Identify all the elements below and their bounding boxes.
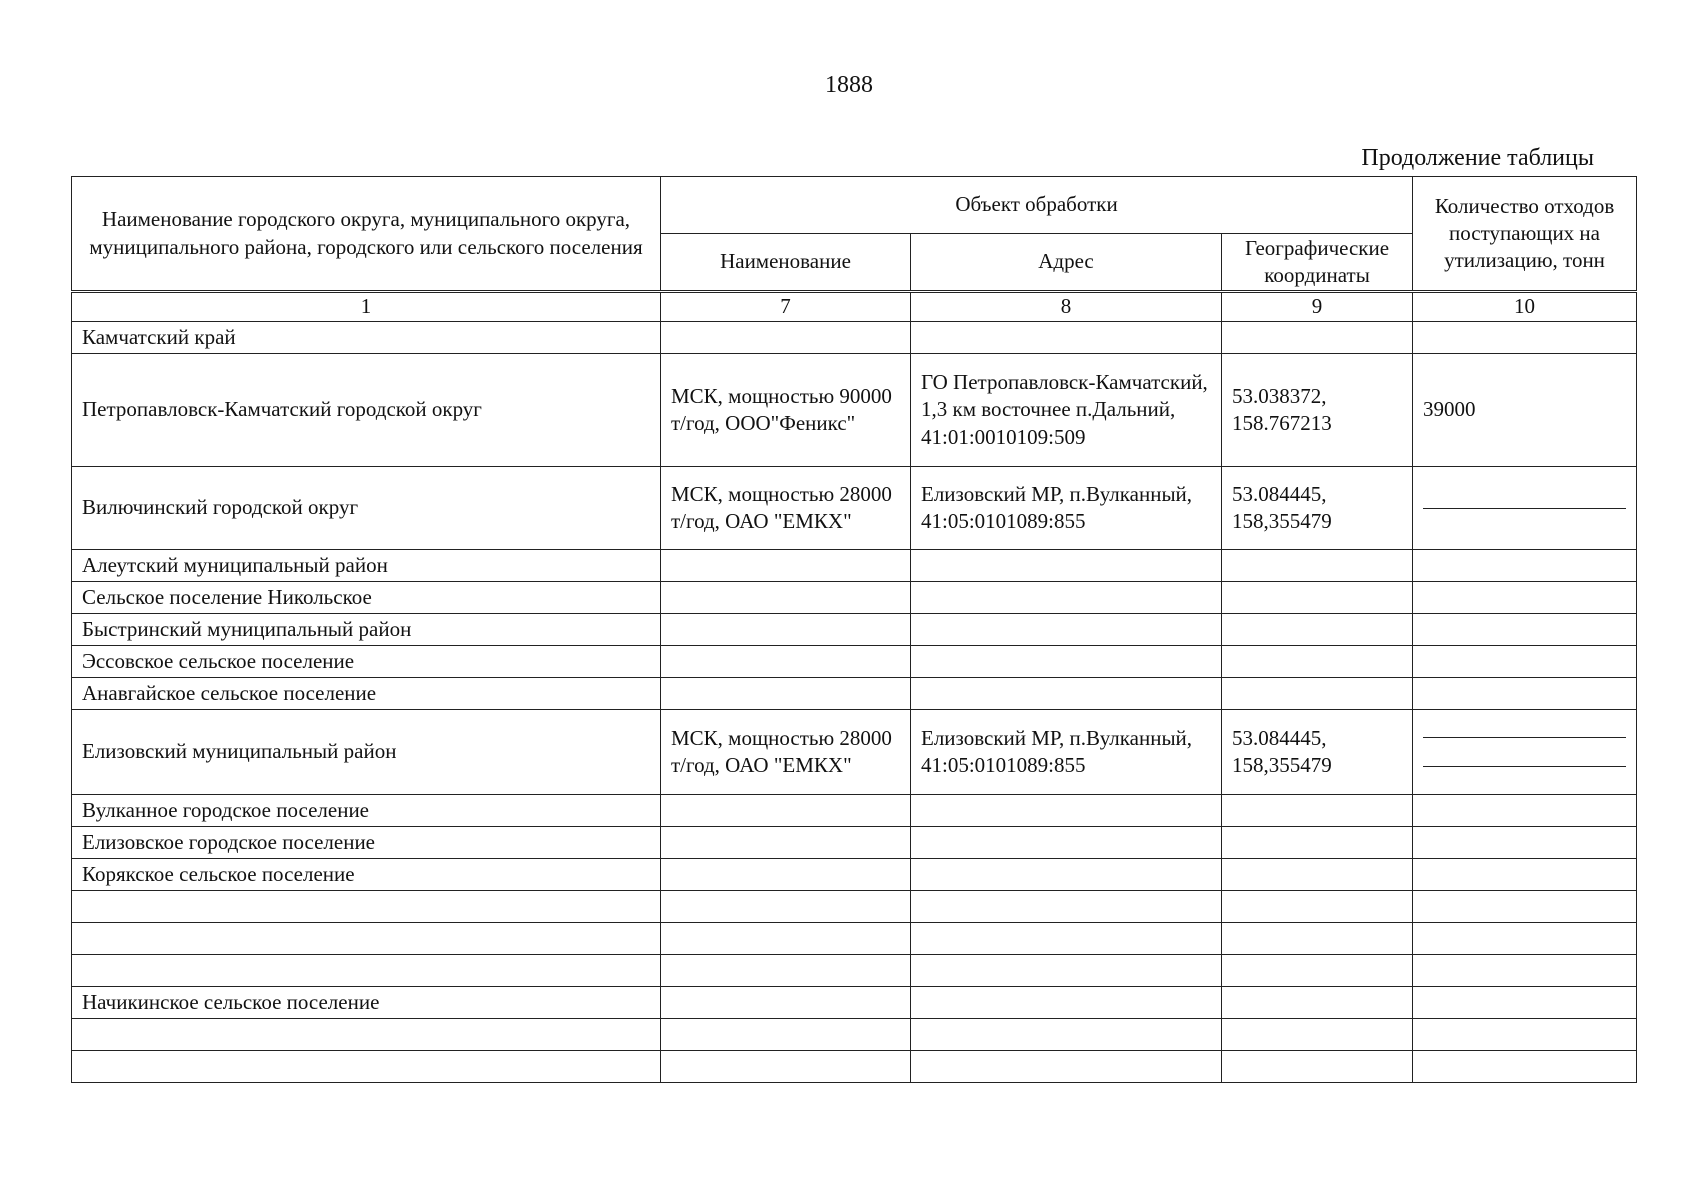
header-group-object: Объект обработки <box>661 177 1413 234</box>
cell-c9 <box>1222 614 1413 646</box>
row-name: Камчатский край <box>72 322 661 354</box>
cell-c10 <box>1413 678 1637 710</box>
row-name: Быстринский муниципальный район <box>72 614 661 646</box>
cell-c8 <box>911 1019 1222 1051</box>
table-row <box>72 923 1637 955</box>
row-name: Елизовский муниципальный район <box>72 710 661 795</box>
cell-c9 <box>1222 891 1413 923</box>
row-name <box>72 955 661 987</box>
cell-c7 <box>661 955 911 987</box>
cell-c10-split <box>1413 467 1637 550</box>
cell-c9 <box>1222 955 1413 987</box>
cell-c7 <box>661 582 911 614</box>
cell-c8 <box>911 678 1222 710</box>
cell-c7: МСК, мощностью 90000 т/год, ООО"Феникс" <box>661 354 911 467</box>
cell-c9 <box>1222 987 1413 1019</box>
row-name: Вулканное городское поселение <box>72 795 661 827</box>
cell-c8 <box>911 582 1222 614</box>
row-name <box>72 891 661 923</box>
cell-c10 <box>1413 614 1637 646</box>
cell-c8 <box>911 955 1222 987</box>
row-name <box>72 1019 661 1051</box>
cell-c9 <box>1222 827 1413 859</box>
table-row <box>72 955 1637 987</box>
table-row <box>72 646 1637 678</box>
cell-c7 <box>661 646 911 678</box>
cell-c7 <box>661 795 911 827</box>
cell-c8 <box>911 859 1222 891</box>
cell-c8: Елизовский МР, п.Вулканный, 41:05:0101089:855 <box>911 467 1222 550</box>
cell-c10 <box>1413 1051 1637 1083</box>
cell-c9 <box>1222 859 1413 891</box>
header-col-8: Адрес <box>911 234 1222 292</box>
cell-c7 <box>661 614 911 646</box>
cell-c9: 53.084445, 158,355479 <box>1222 467 1413 550</box>
header-col-1: Наименование городского округа, муниципального округа, муниципального района, городского или сельского поселения <box>72 177 661 292</box>
cell-c7 <box>661 923 911 955</box>
cell-c10 <box>1413 322 1637 354</box>
cell-c9 <box>1222 646 1413 678</box>
cell-c10 <box>1413 955 1637 987</box>
column-number: 10 <box>1413 292 1637 322</box>
cell-c9 <box>1222 923 1413 955</box>
row-name <box>72 1051 661 1083</box>
table-row <box>72 1051 1637 1083</box>
cell-c7 <box>661 1019 911 1051</box>
cell-c9 <box>1222 678 1413 710</box>
table-row <box>72 891 1637 923</box>
cell-c10 <box>1413 795 1637 827</box>
cell-c10: 39000 <box>1413 354 1637 467</box>
cell-c7: МСК, мощностью 28000 т/год, ОАО "ЕМКХ" <box>661 710 911 795</box>
cell-c8 <box>911 795 1222 827</box>
cell-c7 <box>661 1051 911 1083</box>
cell-c9 <box>1222 322 1413 354</box>
cell-c8 <box>911 923 1222 955</box>
cell-c7 <box>661 678 911 710</box>
cell-c9 <box>1222 582 1413 614</box>
table-row <box>72 795 1637 827</box>
cell-c9 <box>1222 795 1413 827</box>
cell-c8 <box>911 614 1222 646</box>
cell-c9: 53.084445, 158,355479 <box>1222 710 1413 795</box>
cell-c9 <box>1222 1019 1413 1051</box>
cell-c8 <box>911 646 1222 678</box>
cell-c10 <box>1413 582 1637 614</box>
cell-c7: МСК, мощностью 28000 т/год, ОАО "ЕМКХ" <box>661 467 911 550</box>
table-row <box>72 827 1637 859</box>
table-row <box>72 550 1637 582</box>
column-number: 9 <box>1222 292 1413 322</box>
table-row <box>72 1019 1637 1051</box>
row-name: Корякское сельское поселение <box>72 859 661 891</box>
row-name <box>72 923 661 955</box>
cell-c10 <box>1413 827 1637 859</box>
continuation-label: Продолжение таблицы <box>1361 145 1594 171</box>
cell-c8 <box>911 322 1222 354</box>
table-row <box>72 582 1637 614</box>
table-row <box>72 354 1637 467</box>
table-row <box>72 987 1637 1019</box>
header-col-9: Географические координаты <box>1222 234 1413 292</box>
cell-c10 <box>1413 550 1637 582</box>
cell-c7 <box>661 987 911 1019</box>
table-row <box>72 614 1637 646</box>
cell-c10 <box>1413 859 1637 891</box>
cell-c8 <box>911 827 1222 859</box>
table-row <box>72 322 1637 354</box>
cell-c7 <box>661 859 911 891</box>
cell-c10 <box>1413 923 1637 955</box>
header-col-7: Наименование <box>661 234 911 292</box>
cell-c7 <box>661 322 911 354</box>
cell-c7 <box>661 550 911 582</box>
header-col-10: Количество отходов поступающих на утилизацию, тонн <box>1413 177 1637 292</box>
row-name: Сельское поселение Никольское <box>72 582 661 614</box>
cell-c8 <box>911 550 1222 582</box>
row-name: Анавгайское сельское поселение <box>72 678 661 710</box>
row-name: Вилючинский городской округ <box>72 467 661 550</box>
data-table <box>71 176 1637 1083</box>
cell-c10 <box>1413 987 1637 1019</box>
page-number: 1888 <box>825 72 873 98</box>
row-name: Алеутский муниципальный район <box>72 550 661 582</box>
cell-c9 <box>1222 1051 1413 1083</box>
cell-c7 <box>661 827 911 859</box>
column-number: 7 <box>661 292 911 322</box>
cell-c7 <box>661 891 911 923</box>
cell-c8: ГО Петропавловск-Камчатский, 1,3 км восточнее п.Дальний, 41:01:0010109:509 <box>911 354 1222 467</box>
cell-c8 <box>911 1051 1222 1083</box>
table-row <box>72 467 1637 550</box>
cell-c10 <box>1413 646 1637 678</box>
row-name: Елизовское городское поселение <box>72 827 661 859</box>
row-name: Эссовское сельское поселение <box>72 646 661 678</box>
cell-c10 <box>1413 891 1637 923</box>
cell-c10 <box>1413 1019 1637 1051</box>
column-number: 8 <box>911 292 1222 322</box>
cell-c9: 53.038372, 158.767213 <box>1222 354 1413 467</box>
cell-c10-split <box>1413 710 1637 795</box>
cell-c8 <box>911 891 1222 923</box>
cell-c9 <box>1222 550 1413 582</box>
row-name: Начикинское сельское поселение <box>72 987 661 1019</box>
table-row <box>72 710 1637 795</box>
row-name: Петропавловск-Камчатский городской округ <box>72 354 661 467</box>
cell-c8: Елизовский МР, п.Вулканный, 41:05:0101089:855 <box>911 710 1222 795</box>
cell-c8 <box>911 987 1222 1019</box>
table-row <box>72 859 1637 891</box>
table-row <box>72 678 1637 710</box>
column-number: 1 <box>72 292 661 322</box>
